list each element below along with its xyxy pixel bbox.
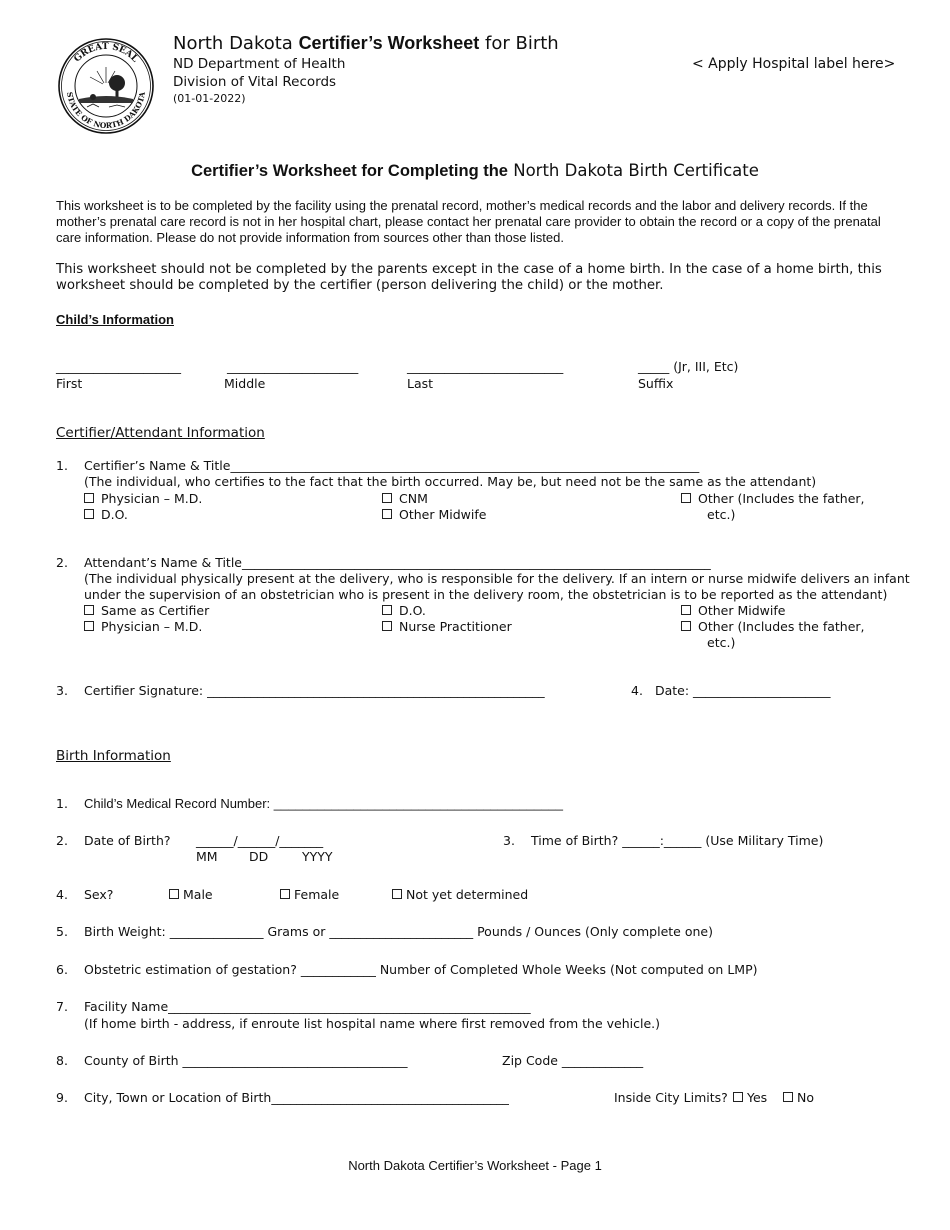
checkbox-icon: [382, 605, 392, 615]
checkbox-attendant-other-midwife[interactable]: [681, 603, 785, 618]
option-label: Male: [183, 887, 213, 902]
q4-number: 4.: [631, 683, 643, 698]
middle-name-label: Middle: [224, 376, 266, 391]
inside-city-limits-label: Inside City Limits?: [614, 1090, 728, 1105]
date-of-birth-label: Date of Birth?: [84, 833, 171, 848]
checkbox-icon: [84, 493, 94, 503]
option-label: Physician – M.D.: [101, 619, 203, 634]
option-label: D.O.: [101, 507, 128, 522]
checkbox-other-father[interactable]: [681, 491, 865, 506]
checkbox-not-determined[interactable]: [392, 887, 528, 902]
intro-paragraph-2: This worksheet should not be completed by the parents except in the case of a home birth. In the case of a home birth, this worksheet should be completed by the certifier (person delivering the child) or the mother.: [56, 262, 882, 293]
checkbox-icon: [392, 889, 402, 899]
checkbox-icon: [84, 621, 94, 631]
option-label: Not yet determined: [406, 887, 529, 902]
suffix-label: Suffix: [638, 376, 674, 391]
checkbox-attendant-other-father[interactable]: [681, 619, 865, 634]
b1-number: 1.: [56, 796, 68, 811]
attendant-note-1: (The individual physically present at the delivery, who is responsible for the delivery. If an intern or nurse midwife delivers an infant: [84, 571, 910, 586]
sex-label: Sex?: [84, 887, 114, 902]
checkbox-icon: [733, 1092, 743, 1102]
hospital-label-placeholder: < Apply Hospital label here>: [692, 56, 896, 72]
first-name-label: First: [56, 376, 83, 391]
title-suffix: for Birth: [479, 33, 559, 54]
checkbox-icon: [681, 621, 691, 631]
checkbox-icon: [84, 509, 94, 519]
option-label: Yes: [747, 1090, 768, 1105]
last-name-field[interactable]: _________________________: [407, 359, 564, 374]
checkbox-nurse-practitioner[interactable]: [382, 619, 512, 634]
checkbox-icon: [84, 605, 94, 615]
birth-weight-field[interactable]: Birth Weight: _______________ Grams or _______________________ Pounds / Ounces (Only complete one): [84, 924, 713, 939]
state-seal: [57, 37, 155, 135]
birth-info-heading: Birth Information: [56, 748, 171, 764]
b4-number: 4.: [56, 887, 68, 902]
child-info-heading: Child’s Information: [56, 312, 174, 327]
checkbox-icon: [681, 493, 691, 503]
checkbox-icon: [280, 889, 290, 899]
b3-number: 3.: [503, 833, 515, 848]
option-label: No: [797, 1090, 814, 1105]
option-continuation: etc.): [707, 507, 736, 522]
revision-date: (01-01-2022): [173, 92, 246, 105]
q1-number: 1.: [56, 458, 68, 473]
seal-bottom-text: STATE OF NORTH DAKOTA: [65, 91, 147, 131]
b7-number: 7.: [56, 999, 68, 1014]
checkbox-attendant-do[interactable]: [382, 603, 426, 618]
option-label: Other (Includes the father,: [698, 619, 865, 634]
attendant-note-2: under the supervision of an obstetrician who is present in the delivery room, the obstetrician is to be reported as the attendant): [84, 587, 888, 602]
attendant-name-field[interactable]: Attendant’s Name & Title___________________________________________________________________________: [84, 555, 711, 570]
seal-top-text: GREAT SEAL: [72, 41, 140, 65]
date-of-birth-field[interactable]: ______/______/_______: [196, 833, 324, 848]
option-label: Nurse Practitioner: [399, 619, 512, 634]
certifier-note: (The individual, who certifies to the fact that the birth occurred. May be, but need not be the same as the attendant): [84, 474, 817, 489]
option-label: Same as Certifier: [101, 603, 210, 618]
medical-record-number-field[interactable]: Child’s Medical Record Number: ________________________________________: [84, 796, 563, 811]
b6-number: 6.: [56, 962, 68, 977]
facility-name-note: (If home birth - address, if enroute list hospital name where first removed from the vehicle.): [84, 1016, 661, 1031]
checkbox-icon: [382, 509, 392, 519]
certifier-name-field[interactable]: Certifier’s Name & Title___________________________________________________________________________: [84, 458, 700, 473]
checkbox-icon: [382, 621, 392, 631]
option-label: D.O.: [399, 603, 426, 618]
title-bold: Certifier’s Worksheet: [298, 33, 480, 53]
dob-yyyy-label: YYYY: [302, 849, 333, 864]
county-of-birth-field[interactable]: County of Birth ____________________________________: [84, 1053, 408, 1068]
checkbox-cnm[interactable]: [382, 491, 428, 506]
q3-number: 3.: [56, 683, 68, 698]
option-label: Other Midwife: [399, 507, 487, 522]
b2-number: 2.: [56, 833, 68, 848]
heading-normal: North Dakota Birth Certificate: [508, 161, 759, 180]
option-continuation: etc.): [707, 635, 736, 650]
last-name-label: Last: [407, 376, 434, 391]
intro-paragraph-1: This worksheet is to be completed by the facility using the prenatal record, mother’s medical records and the labor and delivery records. If the mother’s prenatal care record is not in her hospital chart, please contact her prenatal care provider to obtain the record or a copy of the prenatal care information. Please do not provide information from sources other than those listed.: [56, 198, 881, 245]
option-label: Other (Includes the father,: [698, 491, 865, 506]
option-label: CNM: [399, 491, 428, 506]
checkbox-female[interactable]: [280, 887, 339, 902]
checkbox-other-midwife[interactable]: [382, 507, 486, 522]
dob-mm-label: MM: [196, 849, 218, 864]
option-label: Female: [294, 887, 340, 902]
option-label: Physician – M.D.: [101, 491, 203, 506]
document-title: [173, 33, 559, 54]
division-name: Division of Vital Records: [173, 74, 337, 90]
checkbox-physician-md[interactable]: [84, 491, 202, 506]
zip-code-field[interactable]: Zip Code _____________: [502, 1053, 644, 1068]
b8-number: 8.: [56, 1053, 68, 1068]
certifier-info-heading: Certifier/Attendant Information: [56, 425, 265, 441]
checkbox-icon: [169, 889, 179, 899]
worksheet-heading: [0, 161, 950, 181]
department-name: ND Department of Health: [173, 56, 346, 72]
facility-name-field[interactable]: Facility Name__________________________________________________________: [84, 999, 531, 1014]
gestation-field[interactable]: Obstetric estimation of gestation? ____________ Number of Completed Whole Weeks (Not computed on LMP): [84, 962, 758, 977]
title-prefix: North Dakota: [173, 33, 299, 54]
time-of-birth-field[interactable]: Time of Birth? ______:______ (Use Military Time): [531, 833, 824, 848]
checkbox-male[interactable]: [169, 887, 213, 902]
date-field[interactable]: Date: ______________________: [655, 683, 831, 698]
q2-number: 2.: [56, 555, 68, 570]
checkbox-do[interactable]: [84, 507, 128, 522]
page-footer: North Dakota Certifier’s Worksheet - Page 1: [348, 1158, 602, 1173]
checkbox-same-as-certifier[interactable]: [84, 603, 209, 618]
checkbox-icon: [382, 493, 392, 503]
option-label: Other Midwife: [698, 603, 786, 618]
b9-number: 9.: [56, 1090, 68, 1105]
checkbox-icon: [681, 605, 691, 615]
checkbox-yes[interactable]: [733, 1090, 767, 1105]
first-name-field[interactable]: ____________________: [56, 359, 181, 374]
checkbox-no[interactable]: [783, 1090, 814, 1105]
checkbox-attendant-physician[interactable]: [84, 619, 202, 634]
dob-dd-label: DD: [249, 849, 269, 864]
suffix-field[interactable]: _____ (Jr, III, Etc): [638, 359, 739, 374]
checkbox-icon: [783, 1092, 793, 1102]
middle-name-field[interactable]: _____________________: [227, 359, 359, 374]
heading-bold: Certifier’s Worksheet for Completing the: [191, 162, 508, 180]
b5-number: 5.: [56, 924, 68, 939]
city-of-birth-field[interactable]: City, Town or Location of Birth______________________________________: [84, 1090, 509, 1105]
certifier-signature-field[interactable]: Certifier Signature: ______________________________________________________: [84, 683, 545, 698]
